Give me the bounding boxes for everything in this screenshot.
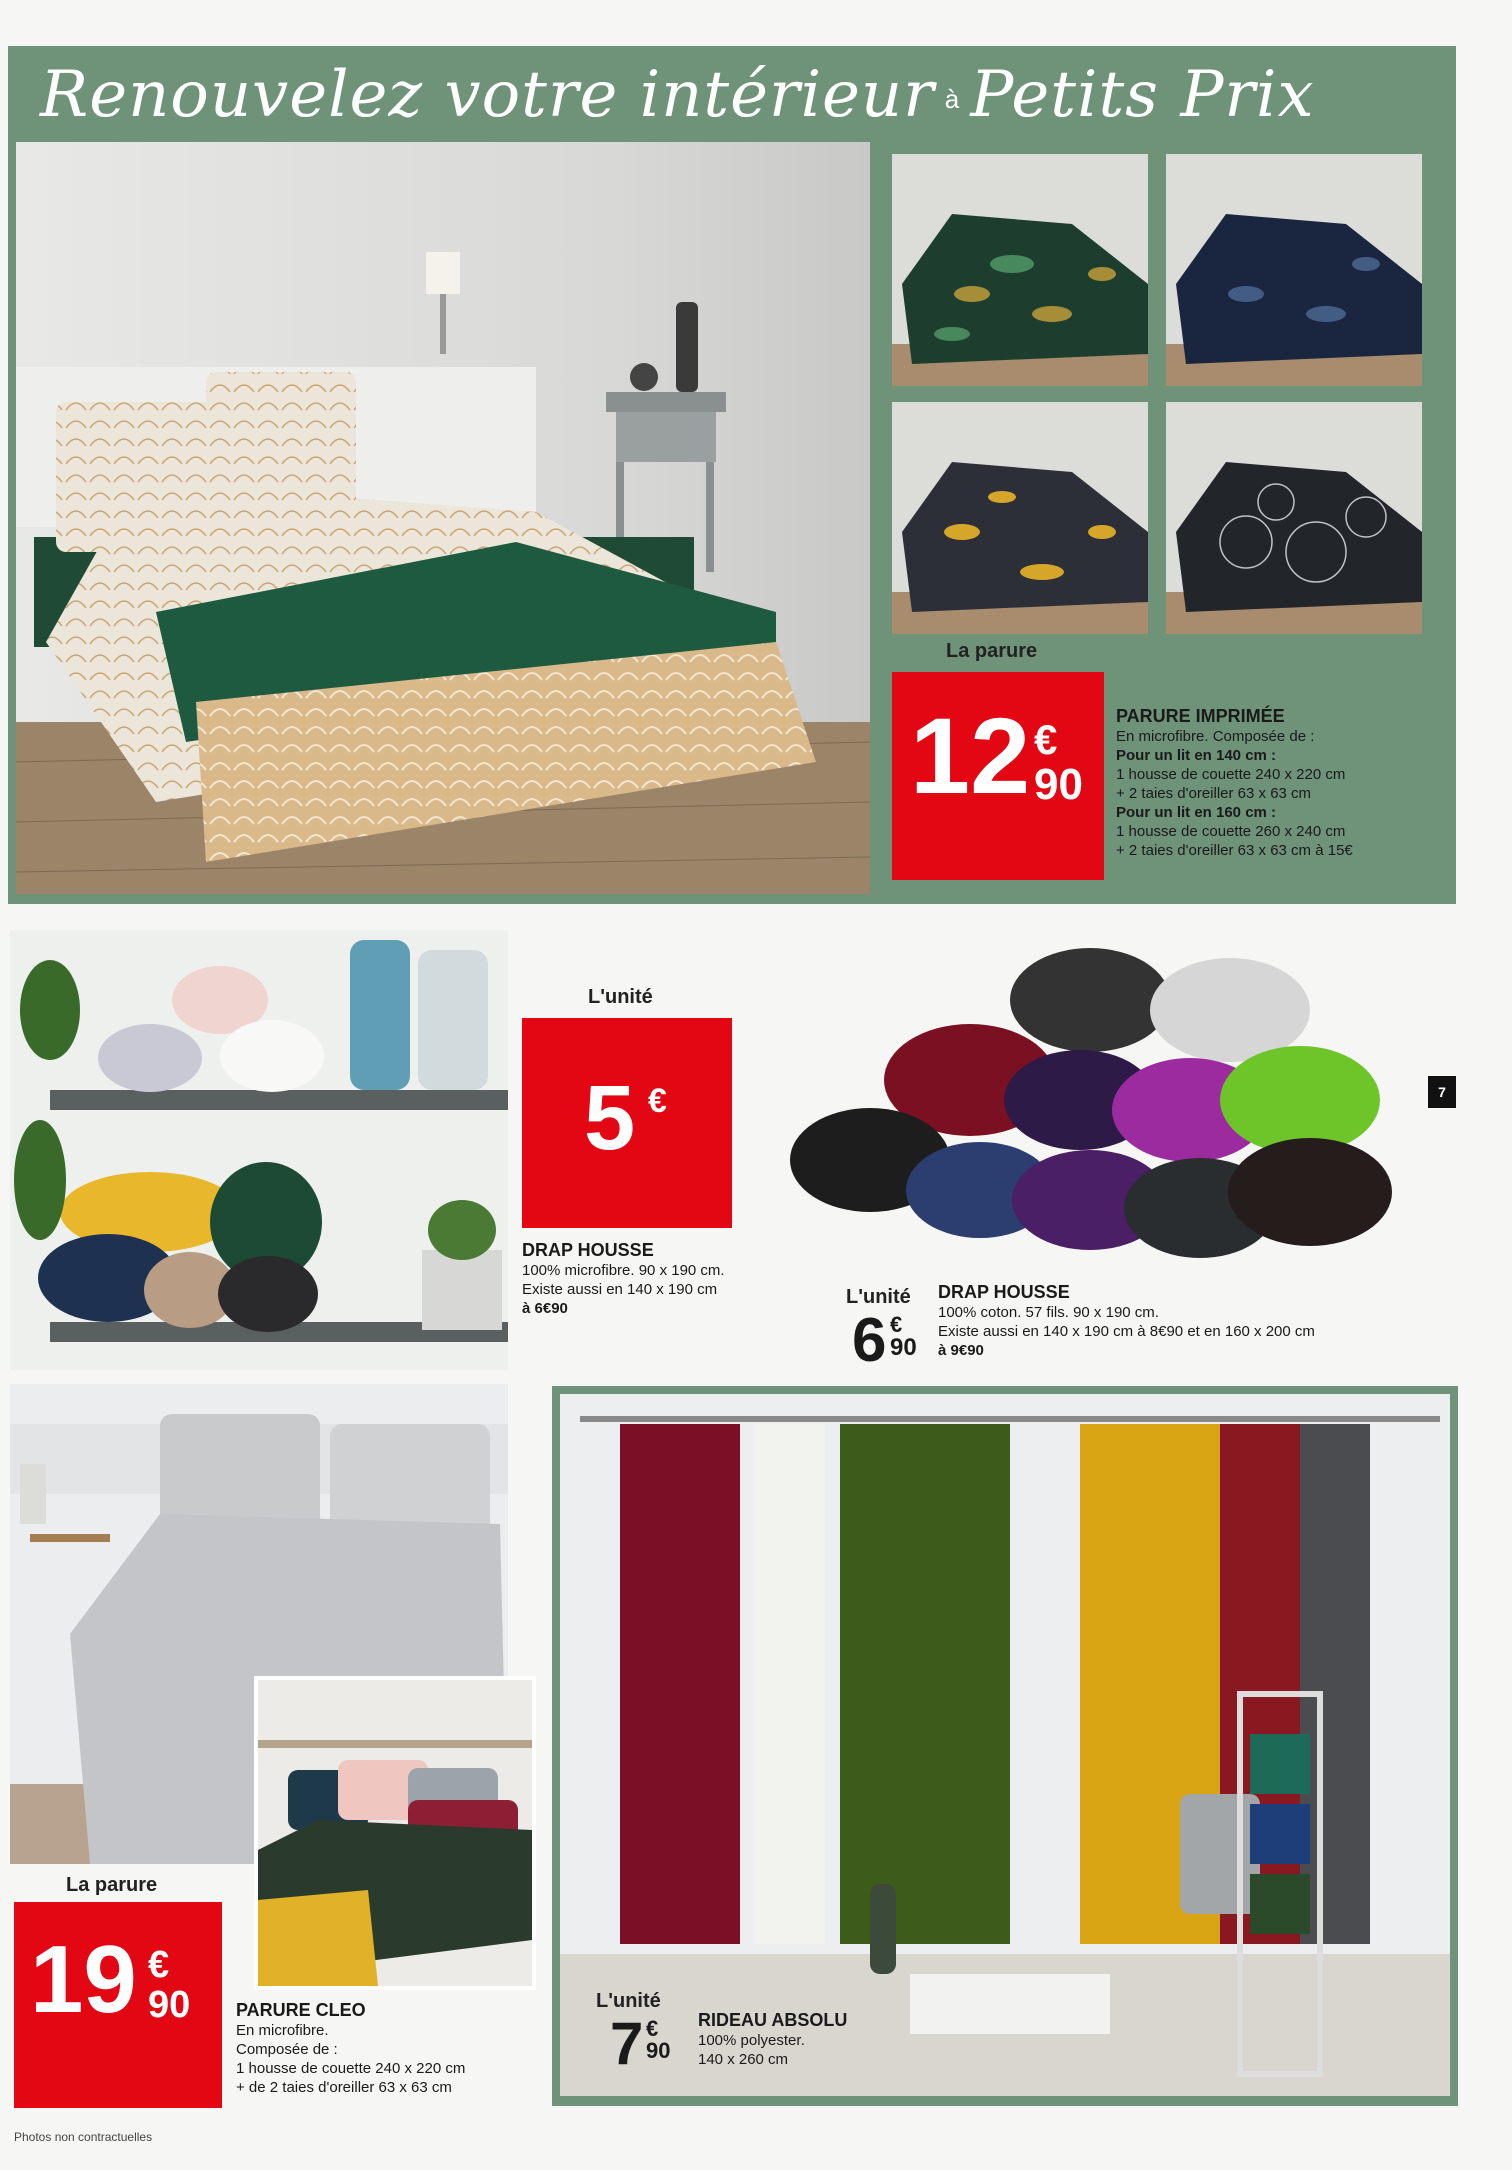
rolled-towels-photo xyxy=(10,930,508,1370)
rideau-price-decimals: 90 xyxy=(646,2038,671,2063)
drap-housse-micro-price-currency: € xyxy=(648,1082,667,1120)
drap-housse-coton-title: DRAP HOUSSE xyxy=(938,1282,1070,1302)
drap-housse-coton-unit-label: L'unité xyxy=(846,1286,911,1308)
drap-housse-coton-price xyxy=(852,1306,942,1380)
drap-housse-coton-price-decimals: 90 xyxy=(890,1334,917,1361)
parure-cleo-desc-line: 1 housse de couette 240 x 220 cm xyxy=(236,2060,466,2077)
rideau-unit-label: L'unité xyxy=(596,1990,661,2012)
parure-variant-navy-photo xyxy=(1166,154,1422,386)
parure-imprimee-desc-line: 1 housse de couette 260 x 240 cm xyxy=(1116,823,1346,840)
rideau-price-currency: € xyxy=(646,2016,659,2041)
page-number: 7 xyxy=(1438,1084,1446,1100)
parure-imprimee-title: PARURE IMPRIMÉE xyxy=(1116,706,1285,726)
drap-housse-coton-desc-line: Existe aussi en 140 x 190 cm à 8€90 et en 160 x 200 cm xyxy=(938,1323,1315,1340)
parure-cleo-price-tag xyxy=(14,1902,222,2108)
drap-housse-coton-price-currency: € xyxy=(890,1312,903,1337)
rideau-desc-line: 100% polyester. xyxy=(698,2032,805,2049)
drap-housse-micro-desc-line: 100% microfibre. 90 x 190 cm. xyxy=(522,1262,725,1279)
drap-housse-coton-details xyxy=(938,1282,1418,1360)
curtains-photo xyxy=(560,1394,1450,2096)
disclaimer: Photos non contractuelles xyxy=(14,2130,153,2144)
drap-housse-micro-price-int: 5 xyxy=(584,1067,636,1169)
parure-cleo-desc-line: En microfibre. xyxy=(236,2022,329,2039)
drap-housse-micro-desc-line: à 6€90 xyxy=(522,1300,568,1317)
drap-housse-coton-desc-line: 100% coton. 57 fils. 90 x 190 cm. xyxy=(938,1304,1159,1321)
parure-imprimee-desc-line: Pour un lit en 160 cm : xyxy=(1116,804,1277,821)
rideau-desc-line: 140 x 260 cm xyxy=(698,2051,789,2068)
rideau-title: RIDEAU ABSOLU xyxy=(698,2010,848,2030)
drap-housse-coton-price-int: 6 xyxy=(852,1306,887,1375)
parure-imprimee-unit-label: La parure xyxy=(946,640,1038,662)
parure-imprimee-desc-line: Pour un lit en 140 cm : xyxy=(1116,747,1277,764)
drap-housse-coton-desc-line: à 9€90 xyxy=(938,1342,984,1359)
parure-variant-gold-leaf-photo xyxy=(892,402,1148,634)
bedroom-main-photo xyxy=(16,142,870,894)
parure-imprimee-desc-line: En microfibre. Composée de : xyxy=(1116,728,1315,745)
rideau-price-int: 7 xyxy=(610,2010,644,2077)
parure-imprimee-price-decimals: 90 xyxy=(1034,760,1083,809)
parure-imprimee-desc-line: + 2 taies d'oreiller 63 x 63 cm xyxy=(1116,785,1312,802)
banner-title xyxy=(40,58,1315,132)
fitted-sheets-rolls-photo xyxy=(790,930,1410,1290)
parure-cleo-title: PARURE CLEO xyxy=(236,2000,366,2020)
parure-imprimee-price-tag xyxy=(892,672,1104,880)
parure-imprimee-desc-line: 1 housse de couette 240 x 220 cm xyxy=(1116,766,1346,783)
rideau-price xyxy=(610,2010,690,2084)
drap-housse-micro-title: DRAP HOUSSE xyxy=(522,1240,654,1260)
banner-title-connector: à xyxy=(944,84,961,114)
parure-cleo-price-currency: € xyxy=(148,1944,170,1986)
drap-housse-micro-details xyxy=(522,1240,822,1318)
parure-variant-circles-photo xyxy=(1166,402,1422,634)
parure-cleo-desc-line: + de 2 taies d'oreiller 63 x 63 cm xyxy=(236,2079,452,2096)
drap-housse-micro-desc-line: Existe aussi en 140 x 190 cm xyxy=(522,1281,718,1298)
page-number-badge xyxy=(1428,1076,1456,1108)
parure-cleo-price-decimals: 90 xyxy=(148,1984,191,2026)
drap-housse-micro-unit-label: L'unité xyxy=(588,986,653,1008)
parure-cleo-inset-photo xyxy=(254,1676,536,1990)
parure-imprimee-details xyxy=(1116,706,1446,860)
parure-cleo-price-int: 19 xyxy=(30,1926,137,2033)
parure-variant-green-photo xyxy=(892,154,1148,386)
parure-cleo-details xyxy=(236,2000,506,2097)
parure-imprimee-desc-line: + 2 taies d'oreiller 63 x 63 cm à 15€ xyxy=(1116,842,1353,859)
banner-title-part1: Renouvelez votre intérieur xyxy=(40,58,935,132)
rideau-details xyxy=(698,2010,898,2069)
parure-imprimee-price-int: 12 xyxy=(910,695,1031,816)
banner-title-part2: Petits Prix xyxy=(970,58,1315,132)
parure-cleo-desc-line: Composée de : xyxy=(236,2041,338,2058)
parure-imprimee-price-currency: € xyxy=(1034,716,1058,763)
drap-housse-micro-price-tag xyxy=(522,1018,732,1228)
parure-cleo-unit-label: La parure xyxy=(66,1874,158,1896)
